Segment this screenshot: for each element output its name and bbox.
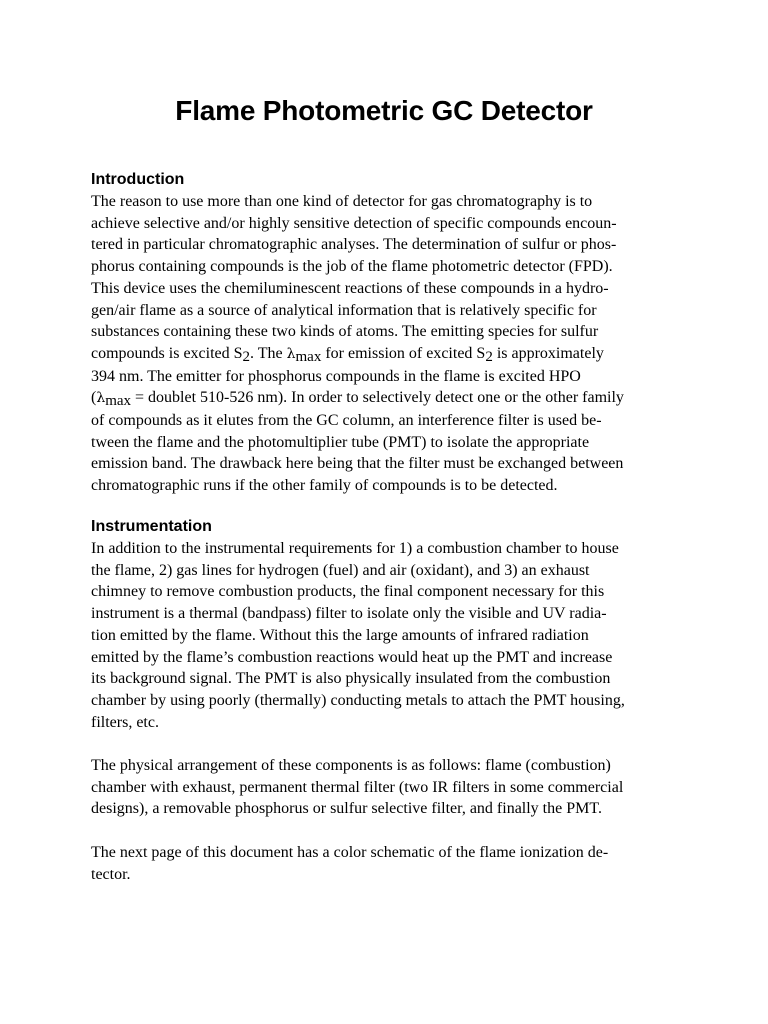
text-line: filters, etc.	[91, 713, 159, 731]
subscript: max	[105, 393, 132, 410]
text-line: the flame, 2) gas lines for hydrogen (fuel) and air (oxidant), and 3) an exhaust	[91, 561, 590, 579]
text-line: chamber with exhaust, permanent thermal filter (two IR filters in some commercial	[91, 778, 624, 796]
text-line: tered in particular chromatographic analyses. The determination of sulfur or phos-	[91, 236, 617, 254]
text-line: instrument is a thermal (bandpass) filter to isolate only the visible and UV radia-	[91, 605, 607, 623]
text-line: In addition to the instrumental requirements for 1) a combustion chamber to house	[91, 540, 619, 557]
subscript: 2	[485, 348, 493, 365]
text-line: This device uses the chemiluminescent reactions of these compounds in a hydro-	[91, 279, 609, 297]
text-line: achieve selective and/or highly sensitive detection of specific compounds encoun-	[91, 214, 617, 232]
text-line: gen/air flame as a source of analytical information that is relatively specific for	[91, 301, 597, 319]
text-fragment: (	[91, 389, 97, 407]
subscript: 2	[242, 348, 251, 365]
lambda-symbol: λ	[96, 390, 106, 407]
text-line: designs), a removable phosphorus or sulfur selective filter, and finally the PMT.	[91, 800, 602, 818]
text-fragment: for emission of excited S	[321, 344, 486, 362]
text-line: chimney to remove combustion products, the final component necessary for this	[91, 583, 605, 601]
instrumentation-heading: Instrumentation	[91, 518, 212, 535]
subscript: max	[295, 348, 322, 365]
text-line: phorus containing compounds is the job of the flame photometric detector (FPD).	[91, 258, 613, 276]
text-line: The physical arrangement of these components is as follows: flame (combustion)	[91, 757, 611, 774]
text-line: its background signal. The PMT is also physically insulated from the combustion	[91, 670, 611, 688]
text-fragment: is approximately	[492, 344, 604, 362]
text-line: chromatographic runs if the other family of compounds is to be detected.	[91, 477, 558, 495]
introduction-heading: Introduction	[91, 171, 185, 188]
instrumentation-paragraph-3	[91, 842, 691, 885]
text-line: tion emitted by the flame. Without this the large amounts of infrared radiation	[91, 626, 589, 644]
page-title: Flame Photometric GC Detector	[175, 95, 593, 126]
text-line: of compounds as it elutes from the GC column, an interference filter is used be-	[91, 412, 602, 430]
lambda-symbol: λ	[286, 345, 296, 362]
text-line: tector.	[91, 865, 131, 883]
text-line: chamber by using poorly (thermally) conducting metals to attach the PMT housing,	[91, 691, 625, 709]
text-line: tween the flame and the photomultiplier tube (PMT) to isolate the appropriate	[91, 433, 590, 451]
instrumentation-paragraph-1	[91, 538, 691, 733]
text-line: The reason to use more than one kind of detector for gas chromatography is to	[91, 193, 593, 210]
text-line: The next page of this document has a color schematic of the flame ionization de-	[91, 844, 609, 861]
text-line: emission band. The drawback here being that the filter must be exchanged between	[91, 455, 624, 473]
text-fragment: compounds is excited S	[91, 344, 243, 362]
text-fragment: . The	[250, 344, 287, 362]
text-line: 394 nm. The emitter for phosphorus compounds in the flame is excited HPO	[91, 367, 581, 385]
instrumentation-paragraph-2	[91, 755, 691, 820]
text-fragment: = doublet 510-526 nm). In order to selectively detect one or the other family	[131, 389, 624, 407]
text-line: substances containing these two kinds of atoms. The emitting species for sulfur	[91, 323, 599, 341]
text-line	[91, 387, 691, 410]
introduction-paragraph	[91, 191, 691, 497]
text-line: emitted by the flame’s combustion reactions would heat up the PMT and increase	[91, 648, 613, 666]
text-line	[91, 343, 691, 366]
